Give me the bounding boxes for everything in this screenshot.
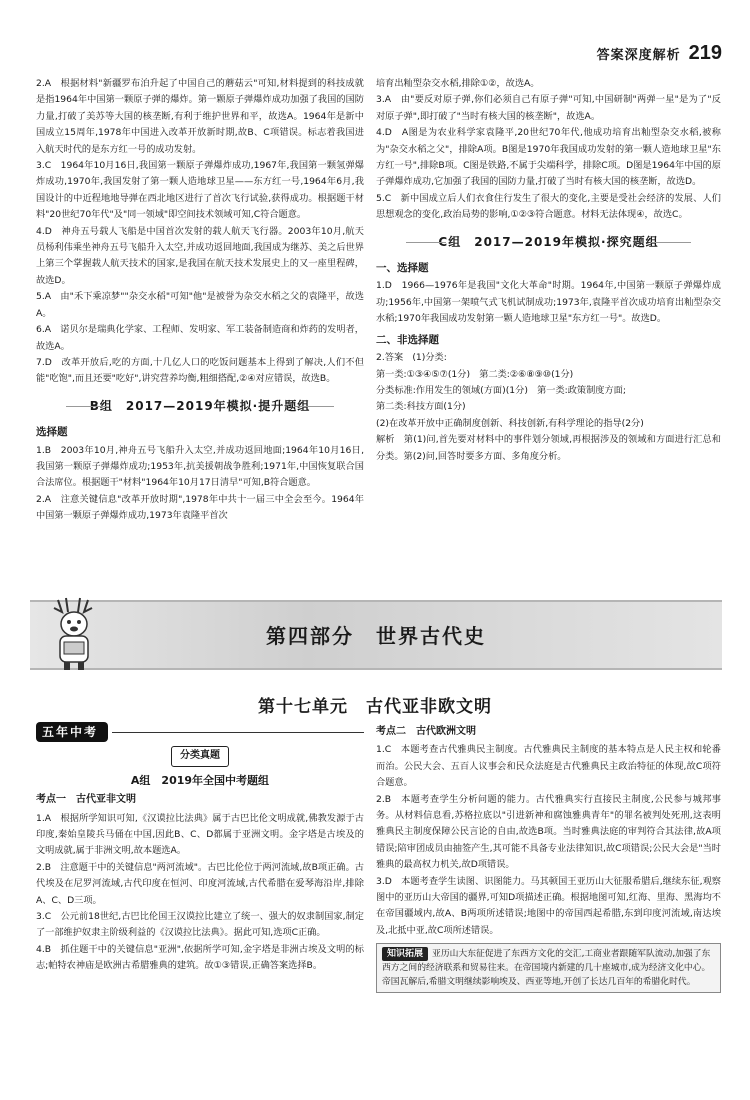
answer-item: 3.C 1964年10月16日,我国第一颗原子弹爆炸成功,1967年,我国第一颗氢弹爆炸成功,1970年,我国发射了第一颗人造地球卫星——东方红一号,1964年6月,我国设计的中近程地地导弹在西北地区进行了首次飞行试验,获得成功。根据题干材料"20世纪70年代"及"同一领域"即空间技术领域可知,C符合题意。 (36, 160, 364, 221)
sub-badge (36, 746, 364, 766)
knowledge-text: 亚历山大东征促进了东西方文化的交汇,工商业者跟随军队流动,加强了东西方之间的经济联系和贸易往来。在帝国境内新建的几十座城市,成为经济文化中心。帝国瓦解后,希腊文明继续影响埃及、西亚等地,开创了长达几百年的希腊化时代。 (382, 949, 711, 988)
answer-line: 第一类:①③④⑤⑦(1分) 第二类:②⑥⑧⑨⑩(1分) (376, 368, 574, 380)
left-top-column (36, 76, 364, 586)
analysis-text: 解析 第(1)问,首先要对材料中的事件划分领域,再根据涉及的领域和方面进行汇总和分类。第(2)问,回答时要多方面、多角度分析。 (376, 434, 721, 462)
answer-item: 1.D 1966—1976年是我国"文化大革命"时期。1964年,中国第一颗原子弹爆炸成功;1956年,中国第一架喷气式飞机试制成功;1973年,袁隆平首次成功培育出籼型杂交水稻;1970年我国成功发射第一颗人造地球卫星"东方红一号"。故选D。 (376, 280, 721, 325)
answer-item: 4.B 抓住题干中的关键信息"亚洲",依据所学可知,金字塔是非洲古埃及文明的标志;帕特农神庙是欧洲古希腊雅典的建筑。故①③错误,正确答案选择B。 (36, 943, 364, 972)
unit-title: 第十七单元 古代亚非欧文明 (258, 697, 492, 717)
answer-item: 2.A 注意关键信息"改革开放时期",1978年中共十一届三中全会至今。1964年中国第一颗原子弹爆炸成功,1973年袁隆平首次 (36, 493, 364, 522)
answer-item: 6.A 诺贝尔是瑞典化学家、工程师、发明家、军工装备制造商和炸药的发明者，故选A。 (36, 324, 364, 352)
group-b-title: B组 2017—2019年模拟·提升题组 (36, 398, 364, 414)
sub-badge-label: 分类真题 (171, 746, 229, 766)
left-bottom-column (36, 722, 364, 1062)
header-title: 答案深度解析 (596, 48, 681, 63)
group-a-title: A组 2019年全国中考题组 (130, 773, 270, 787)
section-heading: 一、选择题 (376, 262, 429, 275)
answer-item: 1.C 本题考查古代雅典民主制度。古代雅典民主制度的基本特点是人民主权和轮番而治。公民大会、五百人议事会和民众法庭是古代雅典民主政治特征的体现,故C项符合题意。 (376, 744, 721, 789)
answer-line: 第二类:科技方面(1分) (376, 401, 466, 413)
answer-item: 1.B 2003年10月,神舟五号飞船升入太空,并成功返回地面;1964年10月16日,我国第一颗原子弹爆炸成功;1953年,抗美援朝战争胜利;1971年,中国恢复联合国合法席位。根据题干"材料"1964年10月17日清早"可知,B符合题意。 (36, 444, 364, 489)
answer-line: 分类标准:作用发生的领域(方面)(1分) 第一类:政策制度方面; (376, 384, 626, 396)
answer-item: 4.D 神舟五号载人飞船是中国首次发射的载人航天飞行器。2003年10月,航天员杨利伟乘坐神舟五号飞船升入太空,并成功返回地面,我国成为继苏、美之后世界上第三个掌握载人航天技术的国家,是我国在航天技术发展史上的又一座里程碑，故选D。 (36, 225, 364, 286)
section-heading: 二、非选择题 (376, 333, 439, 346)
knowledge-expansion-box (376, 943, 721, 993)
answer-line: 2.答案 (1)分类: (376, 352, 447, 364)
answer-item: 1.A 根据所学知识可知,《汉谟拉比法典》属于古巴比伦文明成就,佛教发源于古印度,秦始皇陵兵马俑在中国,因此B、C、D都属于亚洲文明。金字塔是古埃及的文明成就,属于非洲文明,故本题选A。 (36, 812, 364, 857)
section-label: 选择题 (36, 426, 68, 439)
page-header (597, 42, 722, 70)
answer-item: 2.B 本题考查学生分析问题的能力。古代雅典实行直接民主制度,公民参与城邦事务。从材料信息看,苏格拉底以"引进新神和腐蚀雅典青年"的罪名被判处死刑,这表明雅典民主制度保障公民言论的自由,故选B项。当时雅典法庭的审判符合其法律,故A项错误;陪审团成员由抽签产生,其可能不具备专业法律知识,故C项错误;公民大会是"当时雅典的最高权力机关,故D项错误。 (376, 793, 721, 871)
answer-line: (2)在改革开放中正确制度创新、科技创新,有科学理论的指导(2分) (376, 417, 644, 429)
answer-item: 2.B 注意题干中的关键信息"两河流域"。古巴比伦位于两河流域,故B项正确。古代埃及在尼罗河流域,古代印度在恒河、印度河流域,古代希腊在爱琴海沿岸,排除A、C、D三项。 (36, 861, 364, 906)
five-year-badge (36, 722, 364, 742)
answer-item: 3.D 本题考查学生读图、识图能力。马其顿国王亚历山大征服希腊后,继续东征,观察图中的亚历山大帝国的疆界,可知D项描述正确。根据地图可知,红海、里海、黑海均不在帝国疆域内,故A、B两项所述错误;地图中的帝国西起希腊,东到印度河流域,南达埃及,北抵中亚,故C项所述错误。 (376, 875, 721, 936)
part-banner (30, 600, 722, 670)
knowledge-point-1: 考点一 古代亚非文明 (36, 794, 136, 806)
answer-item: 3.A 由"要反对原子弹,你们必须自己有原子弹"可知,中国研制"两弹一星"是为了"反对原子弹",即打破了"当时有核大国的核垄断"，故选A。 (376, 94, 721, 122)
five-year-label: 五年中考 (36, 722, 108, 742)
right-top-column (376, 76, 721, 586)
answer-item: 5.C 新中国成立后人们衣食住行发生了很大的变化,主要是受社会经济的发展、人们思想观念的变化,政治局势的影响,①②③符合题意。材料无法体现④，故选C。 (376, 192, 721, 221)
part-title: 第四部分 世界古代史 (266, 624, 486, 648)
answer-item: 7.D 改革开放后,吃的方面,十几亿人口的吃饭问题基本上得到了解决,人们不但能"吃饱",而且还要"吃好",讲究营养均衡,粗细搭配,②④对应错误，故选B。 (36, 356, 364, 385)
answer-item: 4.D A图是为农业科学家袁隆平,20世纪70年代,他成功培育出籼型杂交水稻,被称为"杂交水稻之父"，排除A项。B图是1970年我国成功发射的第一颗人造地球卫星"东方红一号",排除B项。C图是铁路,不属于尖端科学，排除C项。D图是1964年中国的原子弹爆炸成功,它加强了我国的国防力量,打破了当时有核大国的核垄断，故选D。 (376, 127, 721, 188)
answer-item: 3.C 公元前18世纪,古巴比伦国王汉谟拉比建立了统一、强大的奴隶制国家,制定了一部维护奴隶主阶级利益的《汉谟拉比法典》。据此可知,选项C正确。 (36, 911, 364, 939)
badge-divider (112, 732, 364, 733)
group-c-title: C组 2017—2019年模拟·探究题组 (376, 234, 721, 250)
knowledge-point-2: 考点二 古代欧洲文明 (376, 726, 476, 737)
right-bottom-column (376, 722, 721, 1062)
page-number: 219 (688, 42, 722, 64)
answer-item: 培育出籼型杂交水稻,排除①②，故选A。 (376, 78, 540, 89)
answer-item: 2.A 根据材料"新疆罗布泊升起了中国自己的蘑菇云"可知,材料提到的科技成就是指1964年中国第一颗原子弹的爆炸。第一颗原子弹爆炸成功加强了我国的国防力量,打破了美苏等大国的核垄断,有利于维护世界和平，故选A。1964年是新中国成立15周年,1978年中国进入改革开放新时期,故B、C项错误。标志着我国进入航天时代的是东方红一号的成功发射。 (36, 78, 364, 155)
knowledge-tag: 知识拓展 (382, 947, 428, 961)
answer-item: 5.A 由"禾下乘凉梦""杂交水稻"可知"他"是被誉为杂交水稻之父的袁隆平，故选A。 (36, 291, 364, 319)
